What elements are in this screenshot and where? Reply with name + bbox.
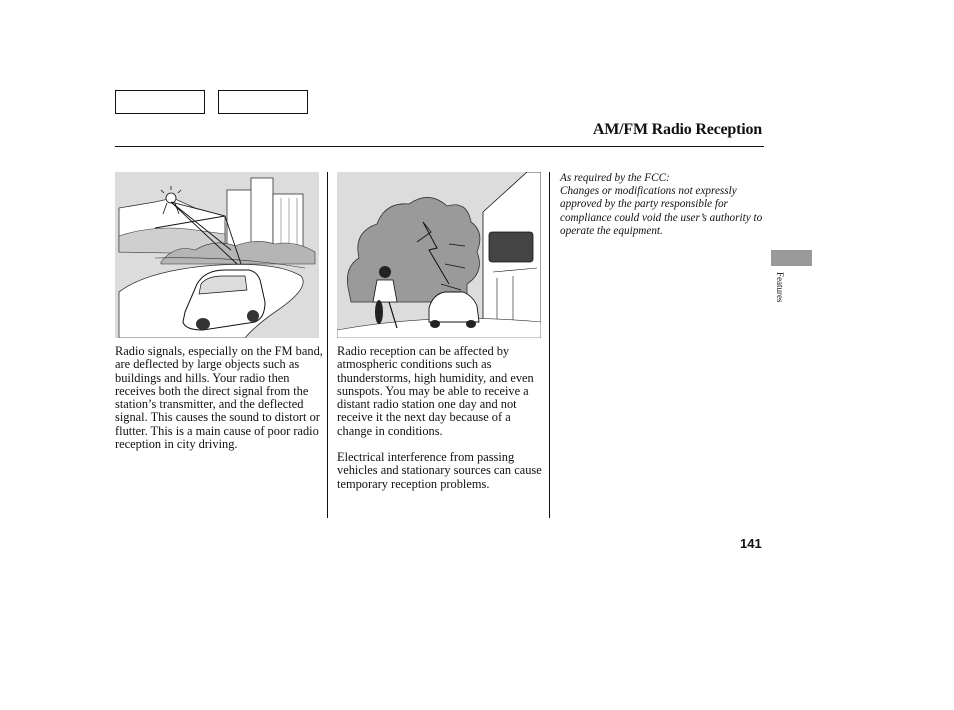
nav-button-1[interactable] [115, 90, 205, 114]
column-divider-1 [327, 172, 328, 518]
fcc-notice-body: Changes or modifications not expressly approved by the party responsible for compliance could void the user’s authority to operate the equipment. [560, 185, 763, 237]
storm-interference-illustration [337, 172, 541, 338]
nav-button-2[interactable] [218, 90, 308, 114]
fcc-notice [560, 172, 765, 238]
section-tab[interactable] [771, 250, 812, 266]
column2-paragraph-2: Electrical interference from passing vehicles and stationary sources can cause temporary reception problems. [337, 450, 542, 491]
page-number: 141 [740, 536, 762, 551]
column1-paragraph: Radio signals, especially on the FM band, are deflected by large objects such as buildings and hills. Your radio then receives both the direct signal from the station’s transmitter, and the deflected signal. This causes the sound to distort or flutter. This is a main cause of poor radio reception in city driving. [115, 344, 323, 452]
header-divider [115, 146, 764, 147]
column-divider-2 [549, 172, 550, 518]
section-tab-label: Features [775, 272, 785, 303]
page-title: AM/FM Radio Reception [592, 121, 762, 138]
column2-paragraph-1: Radio reception can be affected by atmospheric conditions such as thunderstorms, high humidity, and even sunspots. You may be able to receive a distant radio station one day and not receive it the next day because of a change in conditions. [337, 344, 534, 438]
radio-signal-deflection-illustration [115, 172, 319, 338]
fcc-notice-heading: As required by the FCC: [560, 172, 670, 184]
